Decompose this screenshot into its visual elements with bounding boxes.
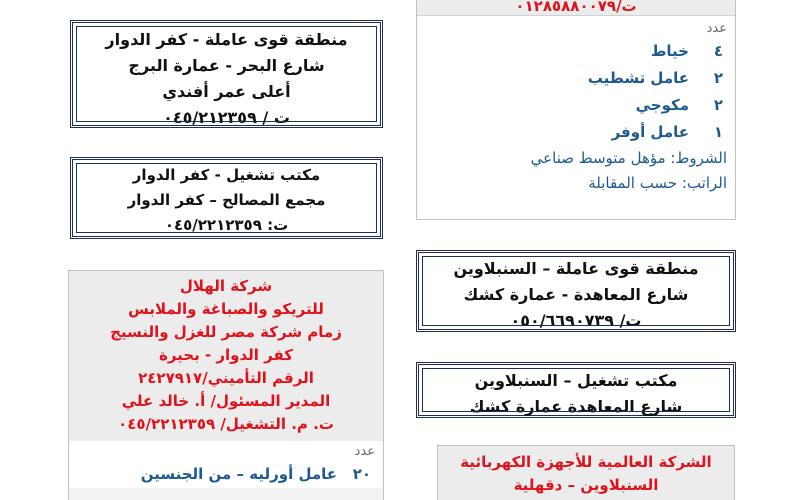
job-count: ١ — [713, 123, 723, 141]
office-box-kafr-eldawar-employment — [70, 157, 383, 239]
office-landmark: أعلى عمر أفندي — [162, 82, 291, 101]
job-ad-panel-al-helal — [68, 270, 384, 500]
job-row — [417, 119, 735, 146]
job-count: ٢٠ — [352, 465, 371, 483]
job-salary: الراتب: حسب المقابلة — [588, 174, 727, 192]
office-title: مكتب تشغيل - كفر الدوار — [132, 166, 321, 184]
office-box-sinbellawein-manpower — [416, 250, 736, 332]
job-ad-panel-international-electrical — [437, 445, 735, 500]
job-title: عامل أوفر — [611, 123, 689, 141]
job-title: خياط — [650, 42, 689, 60]
office-phone: ت / ٠٤٥/٢١٢٣٥٩ — [163, 108, 290, 127]
job-title: مكوجي — [635, 96, 689, 114]
office-address: شارع المعاهدة عمارة كشك — [469, 397, 683, 416]
company-address: السنبلاوين – دقهلية — [513, 476, 659, 494]
company-header — [438, 446, 734, 500]
job-row — [69, 461, 383, 488]
company-manager: المدير المسئول/ أ. خالد علي — [121, 392, 331, 410]
company-employment-office-phone: ت. م. التشغيل/ ٠٤٥/٢٢١٢٣٥٩ — [118, 415, 334, 433]
office-title: منطقة قوى عاملة - كفر الدوار — [105, 30, 348, 49]
job-title: عامل أورليه – من الجنسين — [140, 465, 337, 483]
ad-phone: ت/٠١٢٨٥٨٨٠٠٧٩ — [417, 0, 735, 16]
count-column-header: عدد — [706, 21, 727, 36]
company-name: الشركة العالمية للأجهزة الكهربائية — [460, 453, 712, 471]
company-insurance-number: الرقم التأميني/٢٤٢٧٩١٧ — [138, 369, 314, 387]
job-list — [417, 16, 735, 220]
office-title: منطقة قوى عاملة – السنبلاوين — [453, 259, 699, 278]
count-column-header: عدد — [354, 444, 375, 459]
job-row — [417, 65, 735, 92]
job-count: ٢ — [713, 96, 723, 114]
office-title: مكتب تشغيل – السنبلاوين — [474, 371, 678, 390]
company-name: شركة الهلال — [179, 277, 273, 295]
office-box-sinbellawein-employment — [416, 362, 736, 418]
job-conditions: الشروط: مؤهل متوسط صناعي — [530, 149, 727, 167]
job-title: عامل تشطيب — [587, 69, 689, 87]
company-header — [69, 271, 383, 441]
office-street: شارع البحر - عمارة البرج — [128, 56, 325, 75]
job-ad-panel-top — [416, 0, 736, 220]
office-address: مجمع المصالح – كفر الدوار — [127, 191, 326, 209]
job-row — [417, 38, 735, 65]
office-address: شارع المعاهدة - عمارة كشك — [463, 285, 689, 304]
company-address: كفر الدوار - بحيرة — [158, 346, 294, 364]
job-count: ٢ — [713, 69, 723, 87]
office-phone: ت: ٠٤٥/٢٢١٢٣٥٩ — [164, 216, 289, 234]
company-location: زمام شركة مصر للغزل والنسيج — [110, 323, 342, 341]
job-list — [69, 441, 383, 488]
job-row — [417, 92, 735, 119]
job-count: ٤ — [713, 42, 723, 60]
company-activity: للتريكو والصباغة والملابس — [128, 300, 324, 318]
office-phone: ت/ ٠٥٠/٦٦٩٠٧٣٩ — [510, 311, 642, 330]
office-box-kafr-eldawar-manpower — [70, 20, 383, 128]
